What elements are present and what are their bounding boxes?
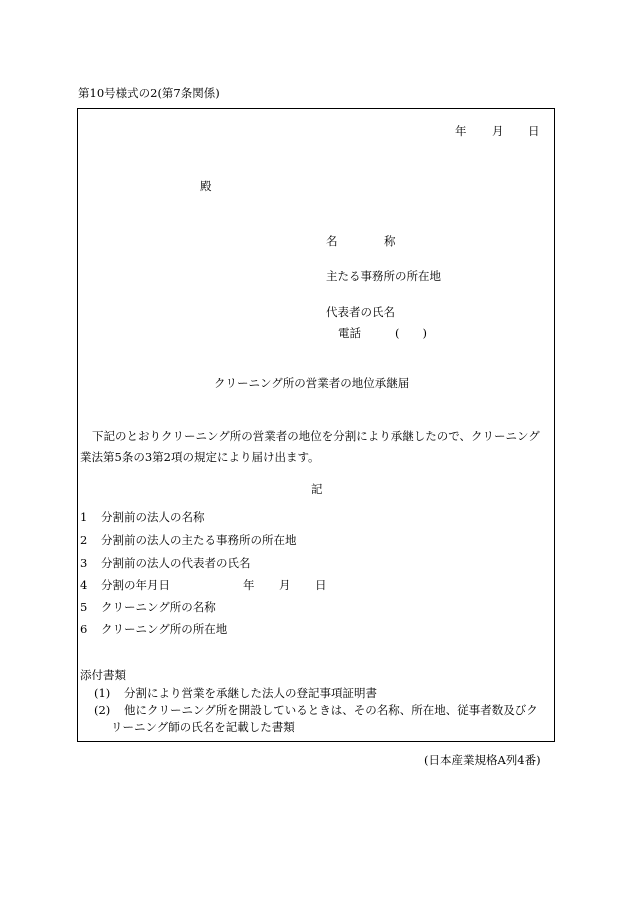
paper-size-note: (日本産業規格A列4番) [424,753,541,767]
body-text-line2: 業法第5条の3第2項の規定により届け出ます。 [80,450,320,464]
item4-day-label: 日 [315,578,327,592]
date-year-label: 年 [455,124,467,138]
office-address-label: 主たる事務所の所在地 [326,269,441,283]
attachment-1-text: 分割により営業を承継した法人の登記事項証明書 [124,686,377,700]
attachment-2-text-line2: リーニング師の氏名を記載した書類 [111,720,295,734]
name-label-part1: 名 [326,234,338,248]
document-title: クリーニング所の営業者の地位承継届 [214,376,410,390]
item-text: 分割前の法人の代表者の氏名 [101,556,251,570]
item-number: 4 [80,578,88,592]
item-number: 2 [80,533,88,547]
representative-name-label: 代表者の氏名 [326,305,395,319]
item-number: 6 [80,622,88,636]
name-label-part2: 称 [384,234,396,248]
date-month-label: 月 [492,124,504,138]
date-day-label: 日 [528,124,540,138]
item-text: 分割前の法人の主たる事務所の所在地 [101,533,297,547]
phone-label: 電話 [338,326,361,340]
item-text: クリーニング所の所在地 [101,622,228,636]
phone-parens: ( ) [395,326,427,340]
item-text: 分割の年月日 [101,578,170,592]
attachment-1-number: (1) [94,686,111,700]
body-text-line1: 下記のとおりクリーニング所の営業者の地位を分割により承継したので、クリーニング [92,429,540,443]
item-text: 分割前の法人の名称 [101,510,205,524]
item4-year-label: 年 [243,578,255,592]
attachment-2-text-line1: 他にクリーニング所を開設しているときは、その名称、所在地、従事者数及びク [124,703,538,717]
ki-heading: 記 [311,482,323,496]
attachment-2-number: (2) [94,703,111,717]
item-number: 5 [80,600,88,614]
addressee-honorific: 殿 [200,179,212,193]
form-number: 第10号様式の2(第7条関係) [78,86,220,100]
attachments-heading: 添付書類 [80,668,126,682]
item4-month-label: 月 [279,578,291,592]
form-frame [77,108,555,742]
item-number: 3 [80,556,88,570]
item-text: クリーニング所の名称 [101,600,216,614]
item-number: 1 [80,510,88,524]
